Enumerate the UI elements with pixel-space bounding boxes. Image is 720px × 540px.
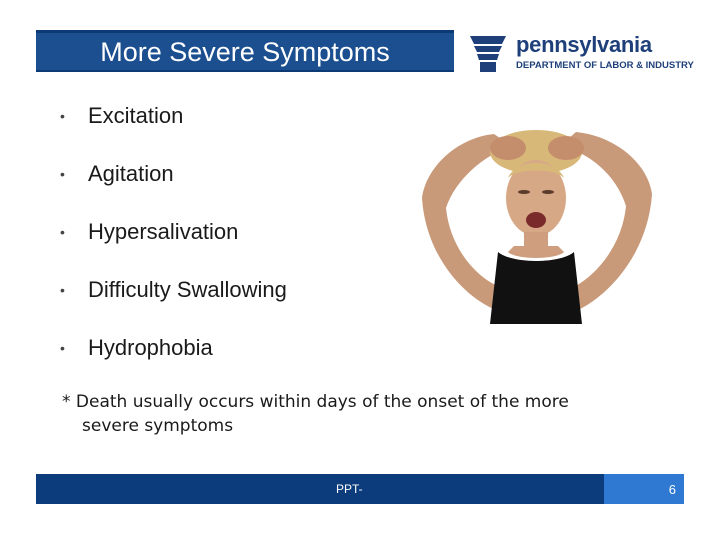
bullet-icon: •	[60, 340, 65, 356]
title-bar	[36, 30, 454, 72]
bullet-icon: •	[60, 108, 65, 124]
logo-wordmark: pennsylvania	[516, 32, 652, 57]
keystone-icon	[466, 32, 510, 74]
page-number: 6	[668, 482, 676, 497]
footer-label: PPT-	[336, 482, 363, 496]
note-line-2: severe symptoms	[82, 416, 234, 436]
pennsylvania-logo	[466, 32, 696, 80]
death-note	[62, 390, 682, 438]
bullet-text: Hypersalivation	[88, 219, 239, 244]
woman-pulling-hair-photo	[416, 128, 658, 324]
bullet-icon: •	[60, 282, 65, 298]
slide-title: More Severe Symptoms	[100, 37, 390, 67]
logo-department: DEPARTMENT OF LABOR & INDUSTRY	[516, 60, 694, 71]
footer-page-band	[604, 474, 684, 504]
footer-main-band	[36, 474, 604, 504]
bullet-text: Hydrophobia	[88, 335, 213, 360]
footer-bar	[36, 474, 684, 504]
bullet-text: Agitation	[88, 161, 174, 186]
bullet-icon: •	[60, 166, 65, 182]
bullet-text: Excitation	[88, 103, 184, 128]
bullet-text: Difficulty Swallowing	[88, 277, 287, 302]
bullet-icon: •	[60, 224, 65, 240]
note-line-1: * Death usually occurs within days of the onset of the more	[62, 392, 569, 412]
